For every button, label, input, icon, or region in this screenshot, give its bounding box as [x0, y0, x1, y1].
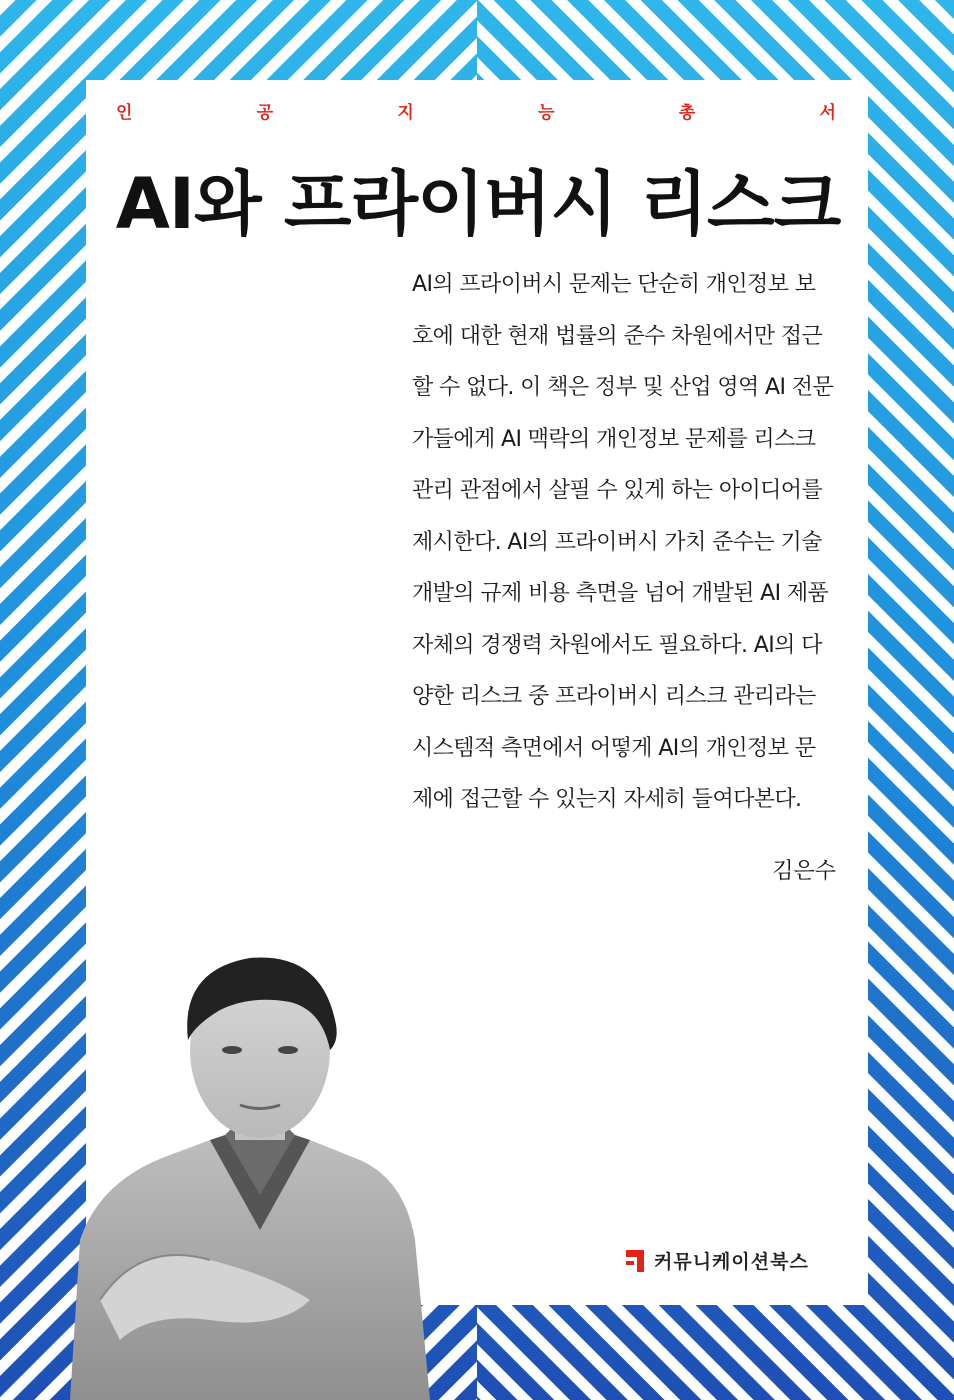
series-char: 공 [256, 103, 274, 123]
series-label [116, 98, 836, 128]
description-line: 자체의 경쟁력 차원에서도 필요하다. AI의 다 [412, 632, 822, 658]
description-line: 관리 관점에서 살필 수 있게 하는 아이디어를 [412, 478, 823, 503]
description-line: 제시한다. AI의 프라이버시 가치 준수는 기술 [412, 529, 822, 555]
author-portrait [60, 940, 440, 1400]
description-line: 호에 대한 현재 법률의 준수 차원에서만 접근 [412, 323, 823, 349]
book-title: AI와 프라이버시 리스크 [115, 163, 841, 245]
series-char: 서 [819, 103, 836, 123]
description-line: 할 수 없다. 이 책은 정부 및 산업 영역 AI 전문 [412, 375, 834, 400]
series-char: 인 [116, 103, 133, 123]
publisher-logo-icon [624, 1248, 646, 1274]
description-line: AI의 프라이버시 문제는 단순히 개인정보 보 [412, 272, 816, 297]
description-line: 가들에게 AI 맥락의 개인정보 문제를 리스크 [412, 426, 816, 452]
series-char: 능 [538, 103, 555, 123]
series-char: 지 [397, 103, 414, 123]
publisher-mark [624, 1247, 809, 1274]
description-line: 개발의 규제 비용 측면을 넘어 개발된 AI 제품 [412, 581, 829, 606]
publisher-name: 커뮤니케이션북스 [654, 1251, 809, 1273]
book-description [412, 265, 840, 832]
author-name: 김은수 [772, 859, 836, 884]
series-char: 총 [678, 103, 696, 123]
description-line: 시스템적 측면에서 어떻게 AI의 개인정보 문 [412, 735, 816, 761]
description-line: 제에 접근할 수 있는지 자세히 들여다본다. [412, 787, 802, 812]
description-line: 양한 리스크 중 프라이버시 리스크 관리라는 [412, 684, 816, 709]
